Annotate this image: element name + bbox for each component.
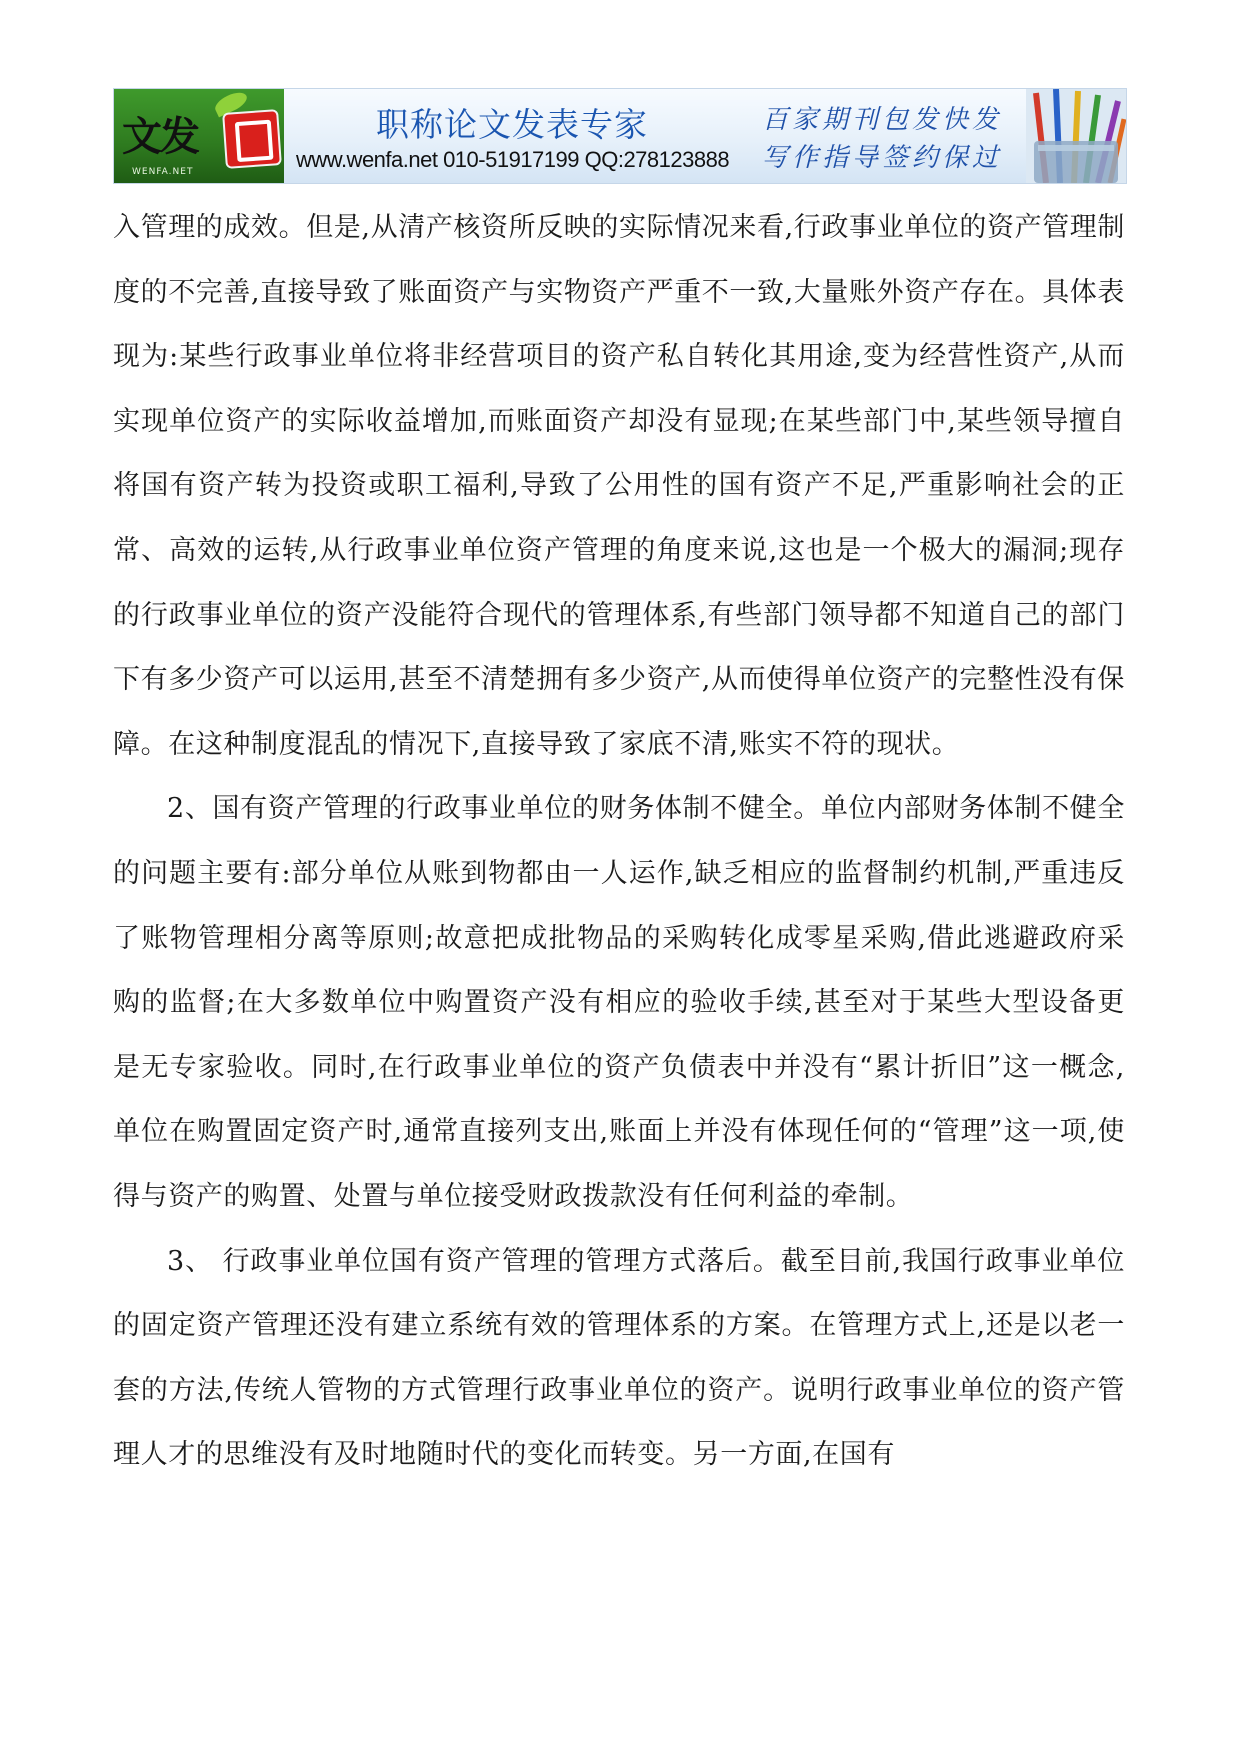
banner-contact[interactable]: www.wenfa.net 010-51917199 QQ:278123888	[296, 147, 730, 172]
paragraph: 3、 行政事业单位国有资产管理的管理方式落后。截至目前,我国行政事业单位的固定资产管理还没有建立系统有效的管理体系的方案。在管理方式上,还是以老一套的方法,传统人管物的方式管理行政事业单位的资产。说明行政事业单位的资产管理人才的思维没有及时地随时代的变化而转变。另一方面,在国有	[113, 1245, 1125, 1471]
paragraph: 入管理的成效。但是,从清产核资所反映的实际情况来看,行政事业单位的资产管理制度的不完善,直接导致了账面资产与实物资产严重不一致,大量账外资产存在。具体表现为:某些行政事业单位将非经营项目的资产私自转化其用途,变为经营性资产,从而实现单位资产的实际收益增加,而账面资产却没有显现;在某些部门中,某些领导擅自将国有资产转为投资或职工福利,导致了公用性的国有资产不足,严重影响社会的正常、高效的运转,从行政事业单位资产管理的角度来说,这也是一个极大的漏洞;现存的行政事业单位的资产没能符合现代的管理体系,有些部门领导都不知道自己的部门下有多少资产可以运用,甚至不清楚拥有多少资产,从而使得单位资产的完整性没有保障。在这种制度混乱的情况下,直接导致了家底不清,账实不符的现状。	[113, 212, 1125, 760]
logo-subtext: WENFA.NET	[132, 167, 194, 177]
banner-title: 职称论文发表专家	[376, 105, 648, 144]
paragraph: 2、国有资产管理的行政事业单位的财务体制不健全。单位内部财务体制不健全的问题主要有:部分单位从账到物都由一人运作,缺乏相应的监督制约机制,严重违反了账物管理相分离等原则;故意把成批物品的采购转化成零星采购,借此逃避政府采购的监督;在大多数单位中购置资产没有相应的验收手续,甚至对于某些大型设备更是无专家验收。同时,在行政事业单位的资产负债表中并没有“累计折旧”这一概念,单位在购置固定资产时,通常直接列支出,账面上并没有体现任何的“管理”这一项,使得与资产的购置、处置与单位接受财政拨款没有任何利益的牵制。	[113, 793, 1125, 1212]
article-body	[113, 196, 1125, 1488]
wenfa-logo[interactable]	[114, 89, 284, 183]
banner-slogan-1: 百家期刊包发快发	[762, 105, 1003, 135]
logo-text: 文发	[122, 114, 198, 160]
banner-slogan-2: 写作指导签约保过	[762, 143, 1003, 173]
header-banner	[113, 88, 1127, 184]
seal-icon	[222, 109, 282, 169]
pencil-cup-icon	[1026, 89, 1126, 183]
